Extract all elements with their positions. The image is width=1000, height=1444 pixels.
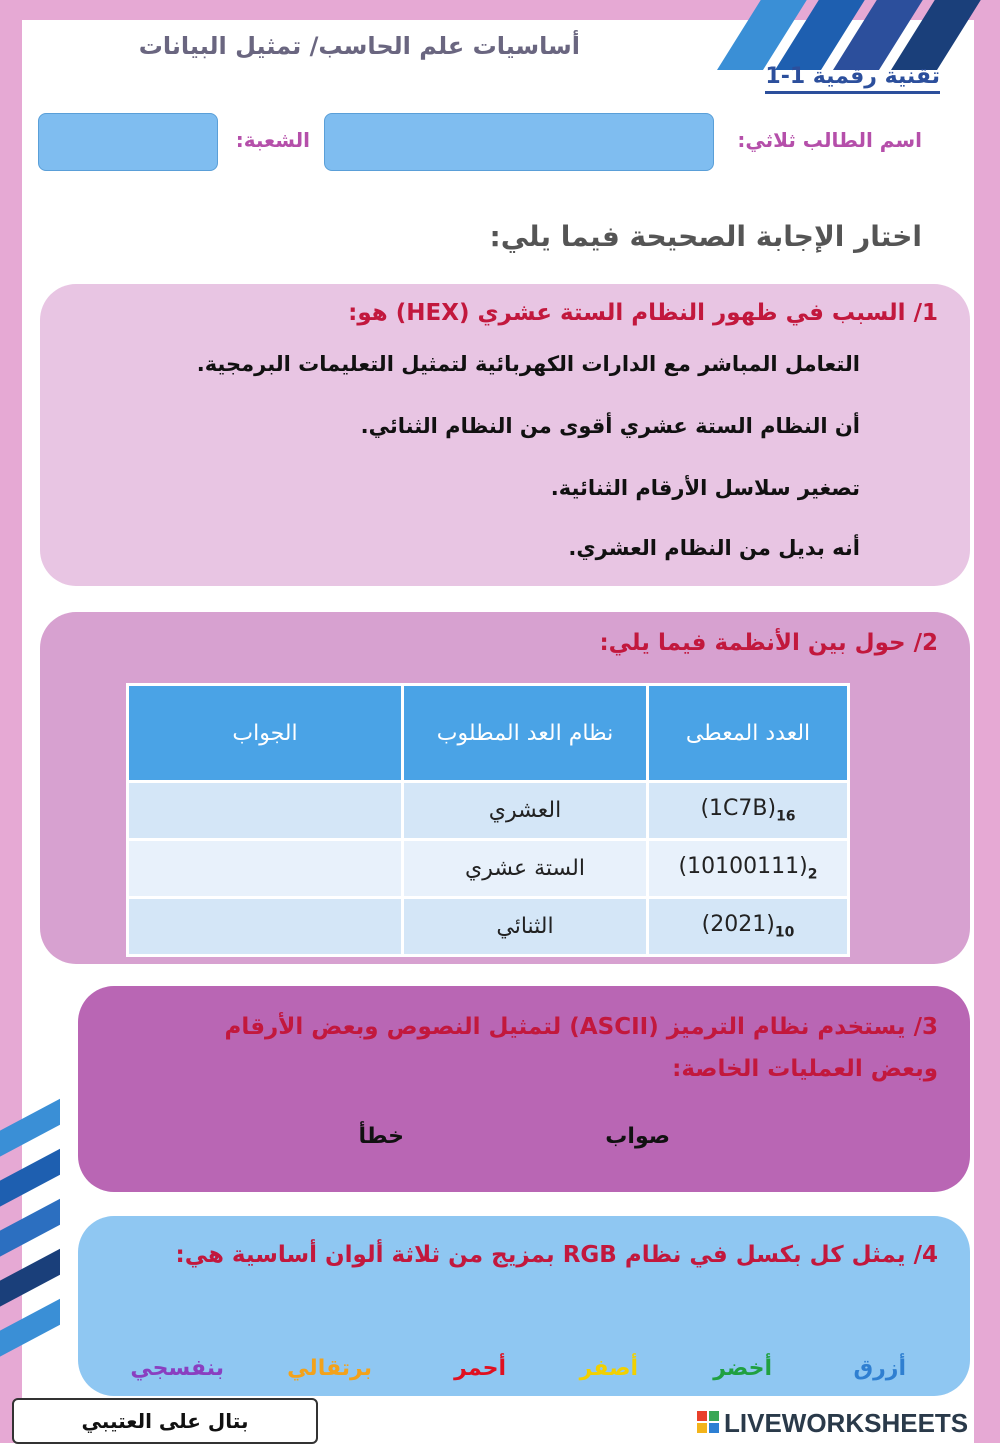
section-input[interactable] [38, 113, 218, 171]
table-row [128, 840, 849, 898]
color-option-orange[interactable]: برتقالي [287, 1356, 372, 1381]
author-signature: بتال على العتيبي [12, 1398, 318, 1444]
table-row [128, 782, 849, 840]
target-system: الثنائي [403, 898, 648, 956]
question-4-title: 4/ يمثل كل بكسل في نظام RGB بمزيج من ثلاثة ألوان أساسية هي: [175, 1242, 938, 1268]
given-number: $(2021)_{10}$ [648, 898, 849, 956]
instructions-heading: اختار الإجابة الصحيحة فيما يلي: [489, 220, 922, 253]
answer-cell[interactable] [128, 782, 403, 840]
question-1-option[interactable]: أن النظام الستة عشري أقوى من النظام الثنائي. [360, 414, 860, 438]
section-label: الشعبة: [235, 128, 310, 152]
question-1-option[interactable]: تصغير سلاسل الأرقام الثنائية. [550, 476, 860, 500]
color-option-purple[interactable]: بنفسجي [130, 1356, 224, 1381]
color-option-green[interactable]: أخضر [713, 1356, 772, 1381]
table-row [128, 898, 849, 956]
true-option[interactable]: صواب [605, 1124, 670, 1149]
page-subtitle: تقنية رقمية 1-1 [765, 64, 940, 94]
question-1-option[interactable]: أنه بديل من النظام العشري. [568, 536, 860, 560]
question-3-title: 3/ يستخدم نظام الترميز (ASCII) لتمثيل النصوص وبعض الأرقام وبعض العمليات الخاصة: [224, 1014, 938, 1082]
answer-cell[interactable] [128, 898, 403, 956]
conversion-table [126, 683, 850, 957]
column-header: نظام العد المطلوب [403, 685, 648, 782]
answer-cell[interactable] [128, 840, 403, 898]
given-number: $(1C7B)_{16}$ [648, 782, 849, 840]
liveworksheets-logo-icon [696, 1410, 720, 1434]
false-option[interactable]: خطأ [358, 1124, 404, 1149]
color-option-yellow[interactable]: أصفر [579, 1356, 638, 1381]
student-name-input[interactable] [324, 113, 714, 171]
color-option-red[interactable]: أحمر [454, 1356, 506, 1381]
watermark: LIVEWORKSHEETS [724, 1408, 969, 1438]
target-system: العشري [403, 782, 648, 840]
target-system: الستة عشري [403, 840, 648, 898]
student-name-label: اسم الطالب ثلاثي: [737, 128, 922, 152]
question-2-title: 2/ حول بين الأنظمة فيما يلي: [599, 630, 938, 656]
given-number: $(10100111)_2$ [648, 840, 849, 898]
column-header: العدد المعطى [648, 685, 849, 782]
question-1-option[interactable]: التعامل المباشر مع الدارات الكهربائية لتمثيل التعليمات البرمجية. [196, 352, 860, 376]
column-header: الجواب [128, 685, 403, 782]
color-option-blue[interactable]: أزرق [853, 1356, 906, 1381]
question-1-title: 1/ السبب في ظهور النظام الستة عشري (HEX) هو: [348, 300, 938, 326]
frame-right [974, 0, 1000, 1443]
page-title: أساسيات علم الحاسب/ تمثيل البيانات [138, 32, 580, 60]
